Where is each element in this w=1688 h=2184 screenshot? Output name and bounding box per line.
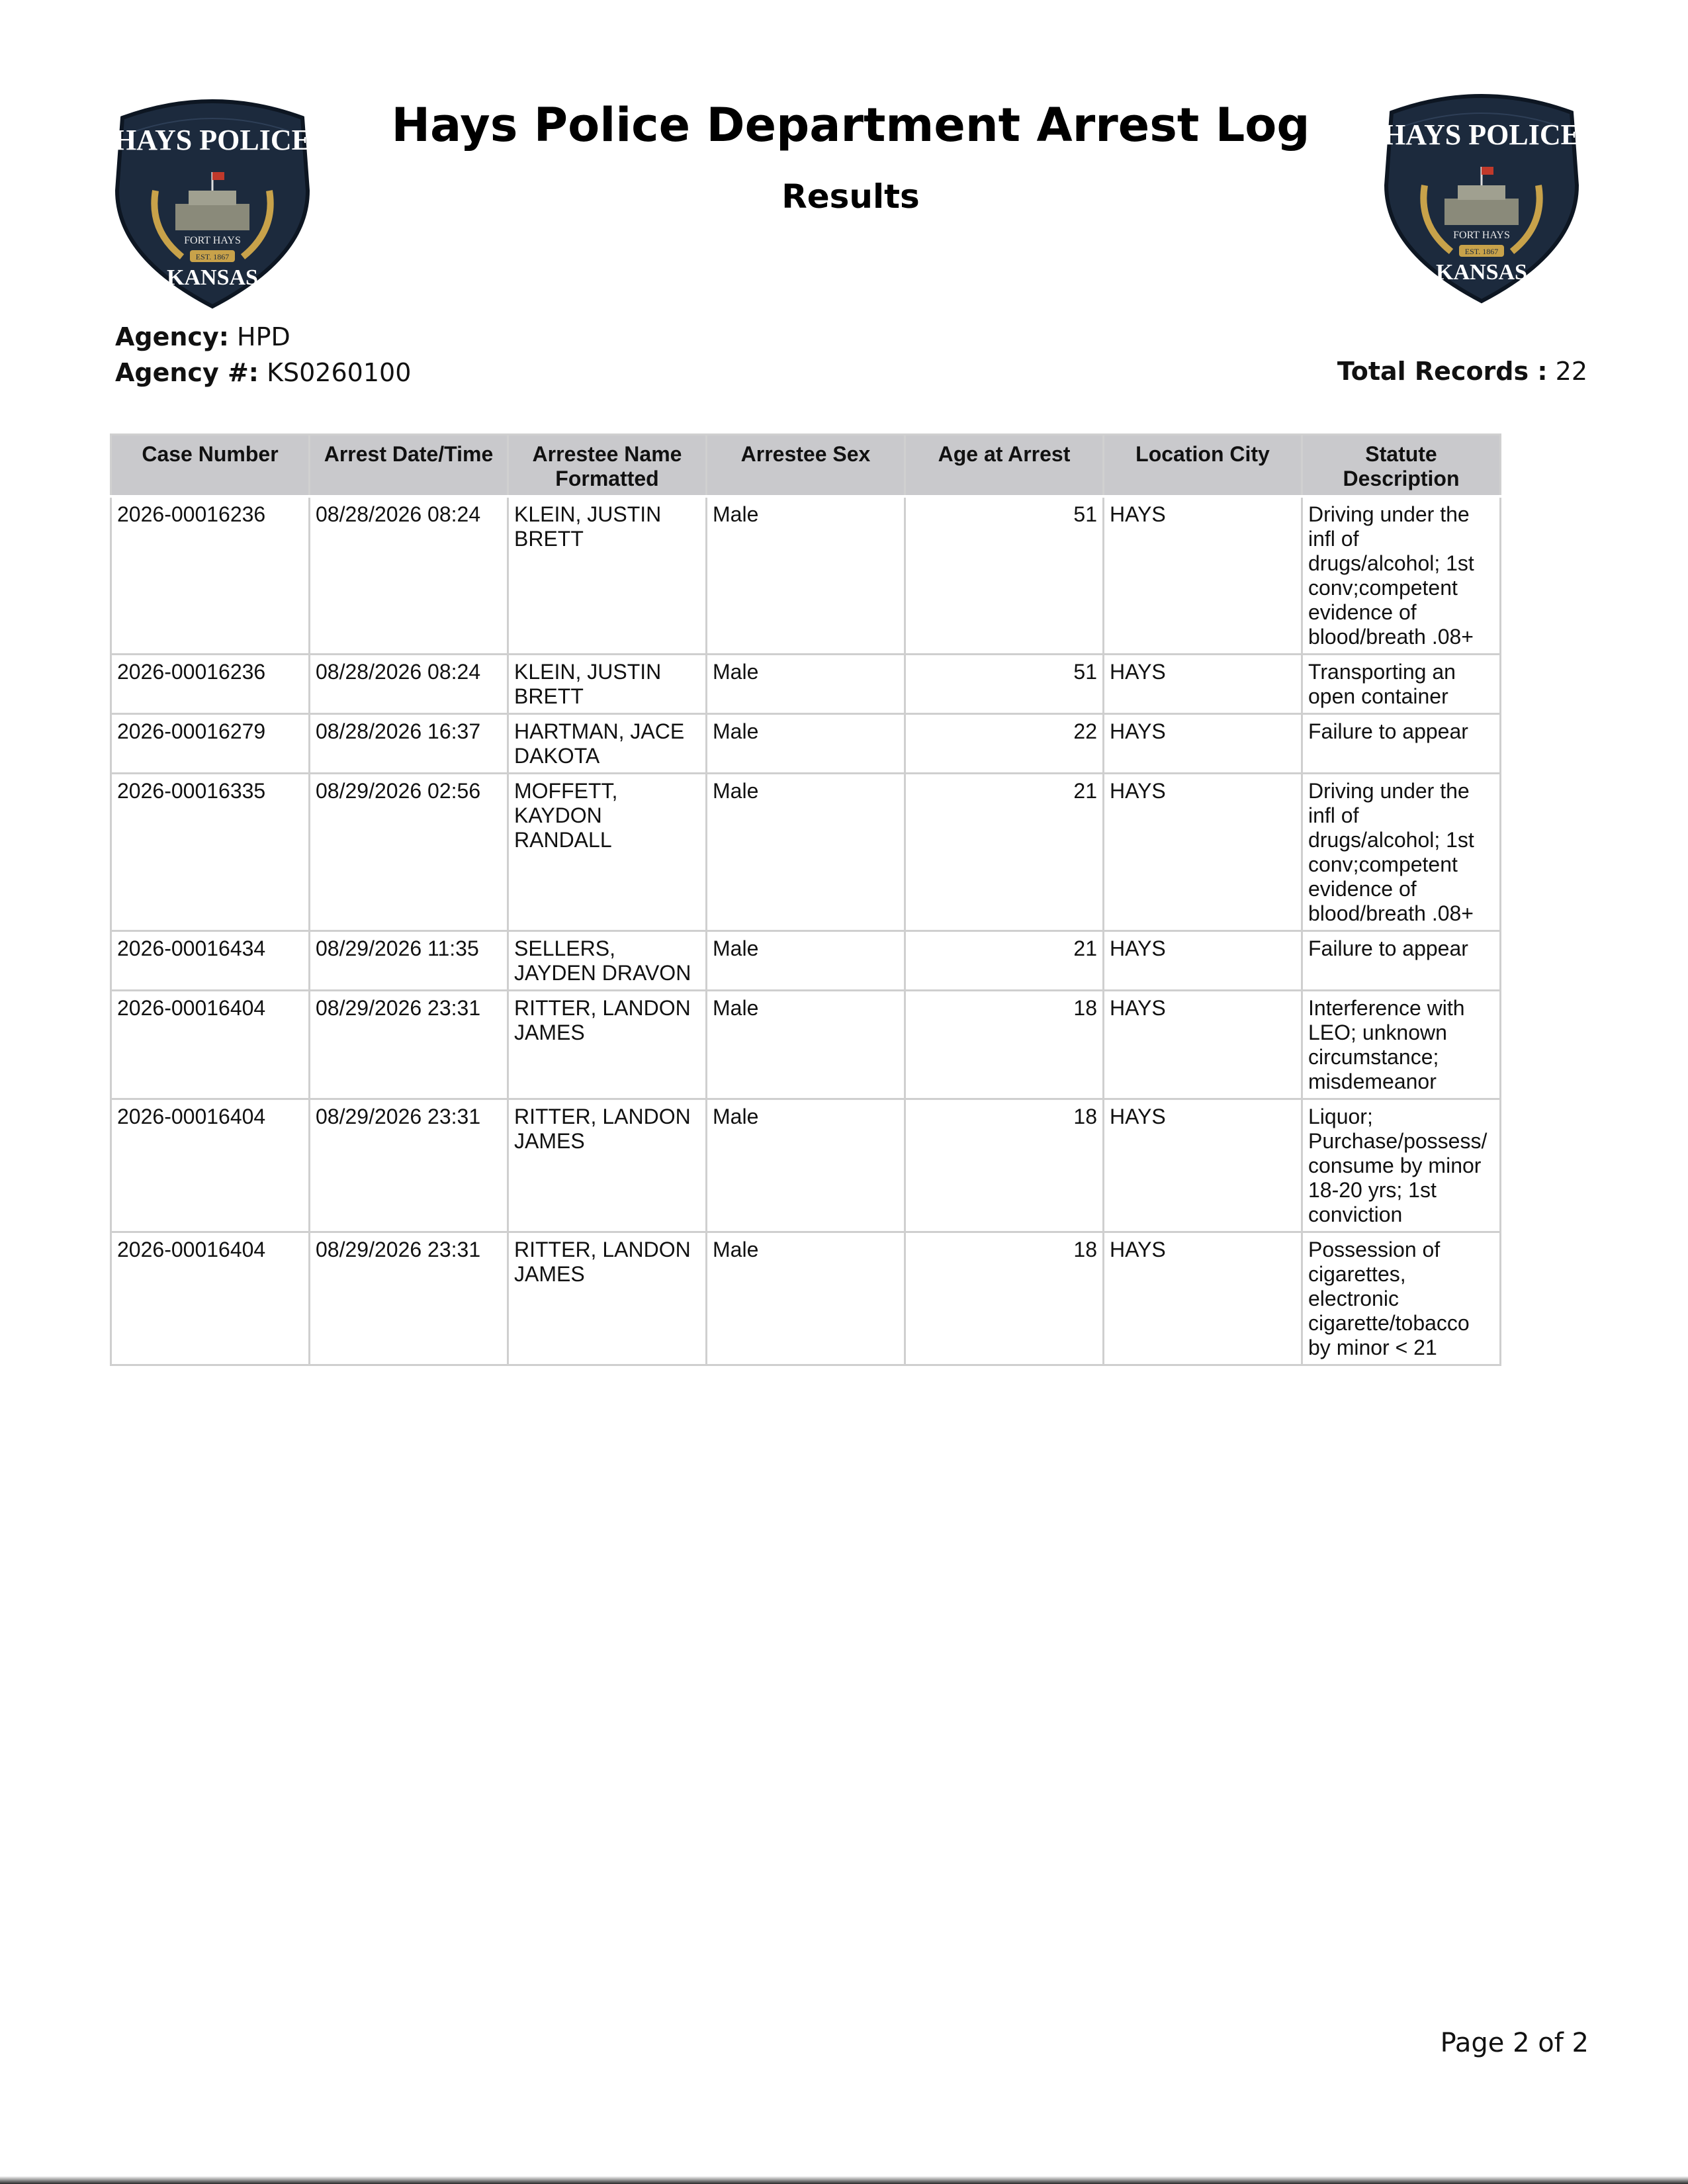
badge-est-text: EST. 1867 [1464, 247, 1499, 256]
arrestee-sex-cell: Male [707, 1099, 905, 1232]
arrest-datetime-cell: 08/29/2026 23:31 [310, 1232, 508, 1365]
agency-value: HPD [237, 322, 290, 351]
age-cell: 51 [905, 655, 1104, 714]
agency-number-value: KS0260100 [267, 358, 412, 387]
table-header [111, 435, 1501, 497]
total-records-value: 22 [1555, 357, 1587, 386]
arrest-datetime-cell: 08/29/2026 02:56 [310, 774, 508, 931]
column-header-statute: Statute Description [1302, 435, 1501, 497]
location-city-cell: HAYS [1104, 714, 1302, 774]
page-title: Hays Police Department Arrest Log [391, 98, 1310, 152]
arrestee-sex-cell: Male [707, 1232, 905, 1365]
age-cell: 18 [905, 1099, 1104, 1232]
location-city-cell: HAYS [1104, 931, 1302, 991]
age-cell: 18 [905, 1232, 1104, 1365]
arrestee-sex-cell: Male [707, 496, 905, 655]
table-body [111, 496, 1501, 1365]
arrest-datetime-cell: 08/28/2026 08:24 [310, 655, 508, 714]
table-row [111, 774, 1501, 931]
column-header-case-number: Case Number [111, 435, 310, 497]
location-city-cell: HAYS [1104, 496, 1302, 655]
arrestee-name-cell: RITTER, LANDON JAMES [508, 991, 707, 1099]
case-number-cell: 2026-00016335 [111, 774, 310, 931]
badge-bottom-text: KANSAS [167, 265, 258, 290]
arrestee-name-cell: MOFFETT, KAYDON RANDALL [508, 774, 707, 931]
agency-number-label: Agency #: [115, 358, 259, 387]
statute-cell: Liquor; Purchase/possess/ consume by minor 18-20 yrs; 1st conviction [1302, 1099, 1501, 1232]
arrestee-sex-cell: Male [707, 655, 905, 714]
statute-cell: Failure to appear [1302, 714, 1501, 774]
arrestee-sex-cell: Male [707, 931, 905, 991]
arrestee-name-cell: RITTER, LANDON JAMES [508, 1232, 707, 1365]
badge-est-text: EST. 1867 [195, 252, 230, 261]
statute-cell: Interference with LEO; unknown circumstance; misdemeanor [1302, 991, 1501, 1099]
badge-middle-text: FORT HAYS [184, 235, 241, 246]
age-cell: 18 [905, 991, 1104, 1099]
location-city-cell: HAYS [1104, 655, 1302, 714]
table-row [111, 714, 1501, 774]
badge-top-text: HAYS POLICE [1383, 118, 1580, 151]
case-number-cell: 2026-00016404 [111, 991, 310, 1099]
column-header-arrestee-name: Arrestee Name Formatted [508, 435, 707, 497]
arrest-log-table [110, 433, 1501, 1366]
statute-cell: Failure to appear [1302, 931, 1501, 991]
age-cell: 21 [905, 931, 1104, 991]
arrest-datetime-cell: 08/29/2026 11:35 [310, 931, 508, 991]
column-header-arrestee-sex: Arrestee Sex [707, 435, 905, 497]
table-row [111, 1232, 1501, 1365]
case-number-cell: 2026-00016279 [111, 714, 310, 774]
arrest-datetime-cell: 08/29/2026 23:31 [310, 991, 508, 1099]
case-number-cell: 2026-00016404 [111, 1232, 310, 1365]
location-city-cell: HAYS [1104, 774, 1302, 931]
column-header-age: Age at Arrest [905, 435, 1104, 497]
arrestee-sex-cell: Male [707, 714, 905, 774]
location-city-cell: HAYS [1104, 991, 1302, 1099]
statute-cell: Possession of cigarettes, electronic cigarette/tobacco by minor < 21 [1302, 1232, 1501, 1365]
agency-line [115, 322, 290, 351]
location-city-cell: HAYS [1104, 1099, 1302, 1232]
arrest-datetime-cell: 08/28/2026 16:37 [310, 714, 508, 774]
table-row [111, 1099, 1501, 1232]
location-city-cell: HAYS [1104, 1232, 1302, 1365]
case-number-cell: 2026-00016404 [111, 1099, 310, 1232]
column-header-location-city: Location City [1104, 435, 1302, 497]
arrestee-name-cell: KLEIN, JUSTIN BRETT [508, 496, 707, 655]
badge-bottom-text: KANSAS [1436, 260, 1527, 285]
arrestee-name-cell: SELLERS, JAYDEN DRAVON [508, 931, 707, 991]
statute-cell: Driving under the infl of drugs/alcohol; 1st conv;competent evidence of blood/breath .08+ [1302, 774, 1501, 931]
table-row [111, 655, 1501, 714]
agency-number-line [115, 358, 411, 387]
table-row [111, 991, 1501, 1099]
case-number-cell: 2026-00016434 [111, 931, 310, 991]
page-subtitle: Results [781, 177, 920, 216]
arrestee-name-cell: KLEIN, JUSTIN BRETT [508, 655, 707, 714]
statute-cell: Driving under the infl of drugs/alcohol; 1st conv;competent evidence of blood/breath .08+ [1302, 496, 1501, 655]
case-number-cell: 2026-00016236 [111, 496, 310, 655]
statute-cell: Transporting an open container [1302, 655, 1501, 714]
arrestee-sex-cell: Male [707, 991, 905, 1099]
arrestee-name-cell: RITTER, LANDON JAMES [508, 1099, 707, 1232]
age-cell: 21 [905, 774, 1104, 931]
page-number: Page 2 of 2 [1440, 2028, 1589, 2058]
total-records-label: Total Records : [1337, 357, 1548, 386]
agency-label: Agency: [115, 322, 229, 351]
age-cell: 22 [905, 714, 1104, 774]
age-cell: 51 [905, 496, 1104, 655]
header-row [111, 435, 1501, 497]
arrestee-sex-cell: Male [707, 774, 905, 931]
badge-middle-text: FORT HAYS [1453, 230, 1510, 241]
arrest-datetime-cell: 08/29/2026 23:31 [310, 1099, 508, 1232]
arrestee-name-cell: HARTMAN, JACE DAKOTA [508, 714, 707, 774]
arrest-datetime-cell: 08/28/2026 08:24 [310, 496, 508, 655]
total-records-line [1337, 357, 1587, 386]
badge-top-text: HAYS POLICE [114, 124, 311, 156]
table-row [111, 496, 1501, 655]
case-number-cell: 2026-00016236 [111, 655, 310, 714]
scan-edge-shadow [0, 2176, 1688, 2184]
table-row [111, 931, 1501, 991]
column-header-arrest-datetime: Arrest Date/Time [310, 435, 508, 497]
